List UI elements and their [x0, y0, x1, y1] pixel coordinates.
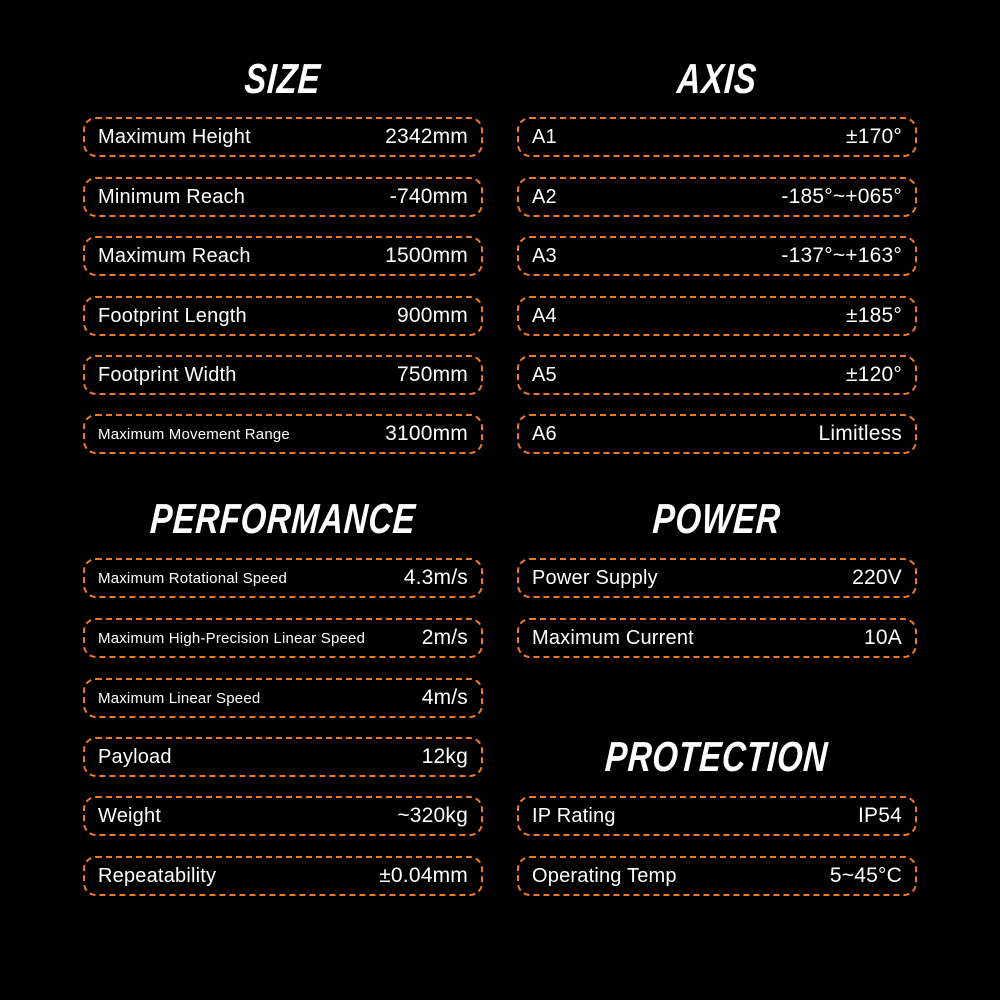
spec-label: Payload [98, 745, 172, 768]
spec-row-a1 [517, 117, 917, 157]
section-title-size [83, 56, 483, 102]
spec-value: -185°~+065° [781, 185, 902, 208]
spec-value: -137°~+163° [781, 244, 902, 267]
spec-row-maximum-high-precision-linear-speed [83, 618, 483, 658]
spec-row-minimum-reach [83, 177, 483, 217]
section-title-axis-text: AXIS [675, 55, 759, 102]
spec-label: Maximum Reach [98, 244, 251, 267]
spec-label: A1 [532, 125, 557, 148]
spec-row-a2 [517, 177, 917, 217]
spec-row-power-supply [517, 558, 917, 598]
spec-row-maximum-height [83, 117, 483, 157]
spec-value: 12kg [421, 745, 468, 768]
spec-label: Footprint Width [98, 363, 237, 386]
spec-label: Power Supply [532, 566, 658, 589]
spec-row-maximum-reach [83, 236, 483, 276]
spec-label: A2 [532, 185, 557, 208]
spec-label: Maximum Rotational Speed [98, 569, 288, 587]
spec-row-ip-rating [517, 796, 917, 836]
spec-row-footprint-length [83, 296, 483, 336]
spec-label: Maximum Height [98, 125, 251, 148]
spec-value: 1500mm [385, 244, 468, 267]
section-title-performance [83, 496, 483, 542]
spec-value: -740mm [389, 185, 468, 208]
spec-value: 900mm [396, 304, 468, 327]
spec-label: A3 [532, 244, 557, 267]
section-title-protection-text: PROTECTION [604, 733, 830, 780]
spec-value: 10A [864, 626, 902, 649]
spec-label: Repeatability [98, 864, 217, 887]
spec-row-footprint-width [83, 355, 483, 395]
spec-row-maximum-current [517, 618, 917, 658]
section-title-axis [517, 56, 917, 102]
spec-value: 4m/s [421, 686, 468, 709]
spec-row-weight [83, 796, 483, 836]
spec-label: Weight [98, 804, 162, 827]
spec-value: ±170° [846, 125, 902, 148]
spec-value: 2342mm [385, 125, 468, 148]
spec-value: 220V [852, 566, 902, 589]
spec-value: ±120° [846, 363, 902, 386]
spec-value: 2m/s [421, 626, 468, 649]
spec-row-operating-temp [517, 856, 917, 896]
spec-row-repeatability [83, 856, 483, 896]
spec-value: Limitless [818, 422, 902, 445]
section-title-protection [517, 734, 917, 780]
spec-label: Footprint Length [98, 304, 247, 327]
spec-label: A5 [532, 363, 557, 386]
spec-label: IP Rating [532, 804, 616, 827]
spec-value: ±0.04mm [379, 864, 468, 887]
section-title-power [517, 496, 917, 542]
spec-label: A4 [532, 304, 557, 327]
spec-label: Maximum Linear Speed [98, 689, 261, 707]
spec-value: ~320kg [397, 804, 468, 827]
spec-value: 4.3m/s [403, 566, 468, 589]
spec-value: ±185° [846, 304, 902, 327]
section-title-size-text: SIZE [243, 55, 323, 102]
spec-label: Maximum High-Precision Linear Speed [98, 629, 366, 647]
spec-row-a3 [517, 236, 917, 276]
spec-row-a5 [517, 355, 917, 395]
section-title-performance-text: PERFORMANCE [148, 495, 418, 542]
section-title-power-text: POWER [651, 495, 783, 542]
spec-value: 750mm [396, 363, 468, 386]
spec-value: IP54 [858, 804, 902, 827]
spec-row-a6 [517, 414, 917, 454]
spec-row-maximum-linear-speed [83, 678, 483, 718]
spec-label: Maximum Movement Range [98, 425, 290, 443]
spec-row-maximum-rotational-speed [83, 558, 483, 598]
spec-row-maximum-movement-range [83, 414, 483, 454]
spec-label: A6 [532, 422, 557, 445]
spec-label: Maximum Current [532, 626, 694, 649]
spec-label: Minimum Reach [98, 185, 246, 208]
spec-row-payload [83, 737, 483, 777]
spec-value: 5~45°C [829, 864, 902, 887]
spec-label: Operating Temp [532, 864, 677, 887]
spec-row-a4 [517, 296, 917, 336]
spec-value: 3100mm [385, 422, 468, 445]
